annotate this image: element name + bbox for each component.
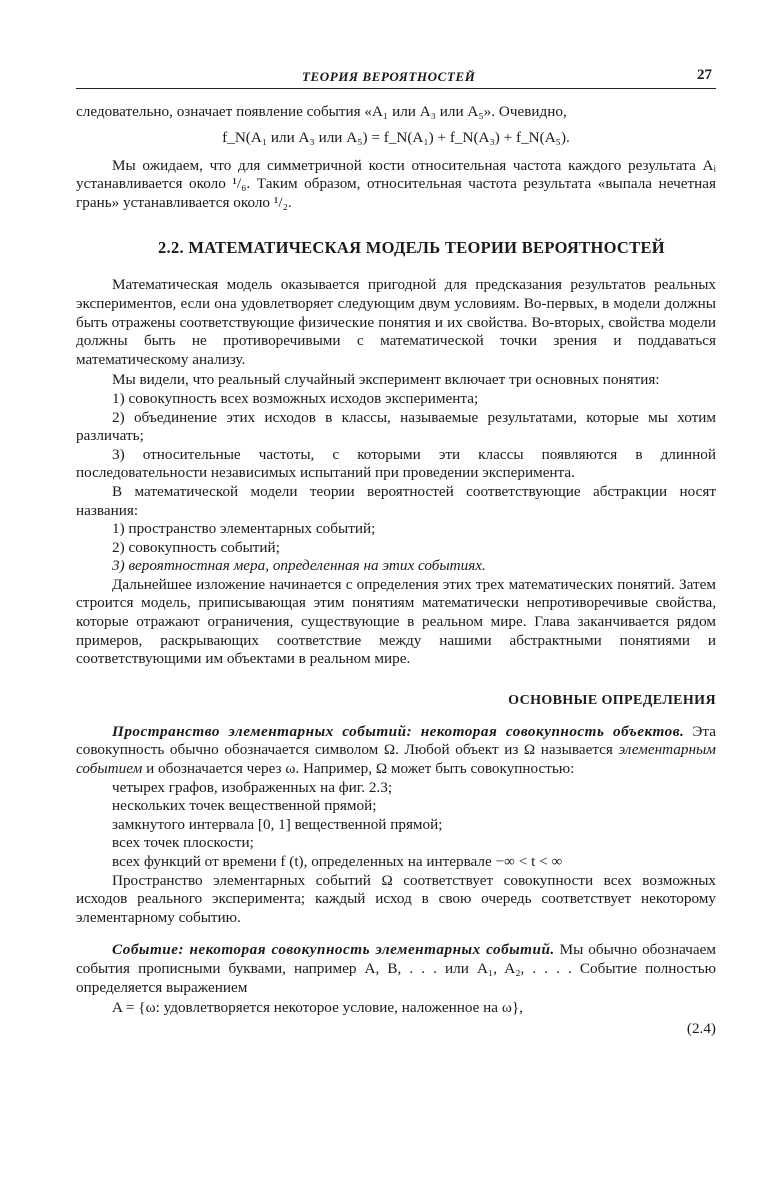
example-item: четырех графов, изображенных на фиг. 2.3; [112,778,393,796]
section-paragraph-2: Мы видели, что реальный случайный эксперимент включает три основных понятия: [112,371,660,389]
list-item: 1) совокупность всех возможных исходов эксперимента; [112,389,479,407]
page-number: 27 [697,67,712,83]
frequency-formula: f_N(A₁ или A₃ или A₅) = f_N(A₁) + f_N(A₃) + f_N(A₅). [222,128,570,146]
definition-heading: Событие: некоторая совокупность элементарных событий. [112,941,555,959]
list-item: 3) вероятностная мера, определенная на этих событиях. [112,557,486,575]
running-header [76,66,716,89]
term-elementary-event: элементарным событием [76,741,716,778]
book-page [76,66,716,1038]
running-title: ТЕОРИЯ ВЕРОЯТНОСТЕЙ [302,69,476,84]
list-item: 2) совокупность событий; [112,538,280,556]
definition-heading: Пространство элементарных событий: некоторая совокупность объектов. [112,722,685,740]
section-title: 2.2. МАТЕМАТИЧЕСКАЯ МОДЕЛЬ ТЕОРИИ ВЕРОЯТНОСТЕЙ [158,238,665,258]
section-paragraph-3: В математической модели теории вероятностей соответствующие абстракции носят названия: [76,482,716,519]
intro-line: следовательно, означает появление события «A₁ или A₃ или A₅». Очевидно, [76,103,567,120]
example-item: замкнутого интервала [0, 1] вещественной прямой; [112,815,443,833]
list-item: 2) объединение этих исходов в классы, называемые результатами, которые мы хотим различать; [76,408,716,445]
event-display-formula: A = {ω: удовлетворяется некоторое условие, наложенное на ω}, [112,999,523,1017]
section-paragraph-1: Математическая модель оказывается пригодной для предсказания результатов реальных экспериментов, если она удовлетворяет следующим двум условиям. Во-первых, в модели должны быть отражены соответствующие физические понятия и их свойства. Во-вторых, свойства модели должны быть не противоречивыми с математической точки зрения и поддаваться математическому анализу. [76,276,716,368]
equation-number: (2.4) [686,1019,716,1037]
example-item: нескольких точек вещественной прямой; [112,797,377,815]
definition-text: Мы обычно обозначаем события прописными буквами, например A, B, . . . или A₁, A₂, . . . . Событие полностью определяется выражением [76,941,716,996]
spacer [76,927,716,941]
list-item: 3) относительные частоты, с которыми эти классы появляются в длинной последовательности независимых испытаний при проведении эксперимента. [76,445,716,482]
intro-paragraph: Мы ожидаем, что для симметричной кости относительная частота каждого результата Aᵢ устанавливается около ¹/₆. Таким образом, относительная частота результата «выпала нечетная грань» устанавливается около ¹/₂. [76,156,716,211]
sample-space-definition [76,723,716,779]
example-item: всех функций от времени f (t), определенных на интервале −∞ < t < ∞ [112,853,563,870]
section-paragraph-4: Дальнейшее изложение начинается с определения этих трех математических понятий. Затем строится модель, приписывающая этим понятиям математически непротиворечивые свойства, которые отражают ограничения, существующие в реальном мире. Глава заканчивается рядом примеров, раскрывающих соответствие между нашими абстрактными понятиями и соответствующими им объектами в реальном мире. [76,575,716,668]
sample-space-closing: Пространство элементарных событий Ω соответствует совокупности всех возможных исходов реального эксперимента; каждый исход в свою очередь соответствует некоторому элементарному событию. [76,871,716,926]
event-definition [76,941,716,997]
example-item: всех точек плоскости; [112,834,254,852]
subsection-title: ОСНОВНЫЕ ОПРЕДЕЛЕНИЯ [508,692,716,708]
definition-text: и обозначается через ω. Например, Ω может быть совокупностью: [142,760,575,778]
definition-text: Эта совокупность обычно обозначается символом Ω. Любой объект из Ω называется [76,722,716,759]
list-item: 1) пространство элементарных событий; [112,520,376,538]
